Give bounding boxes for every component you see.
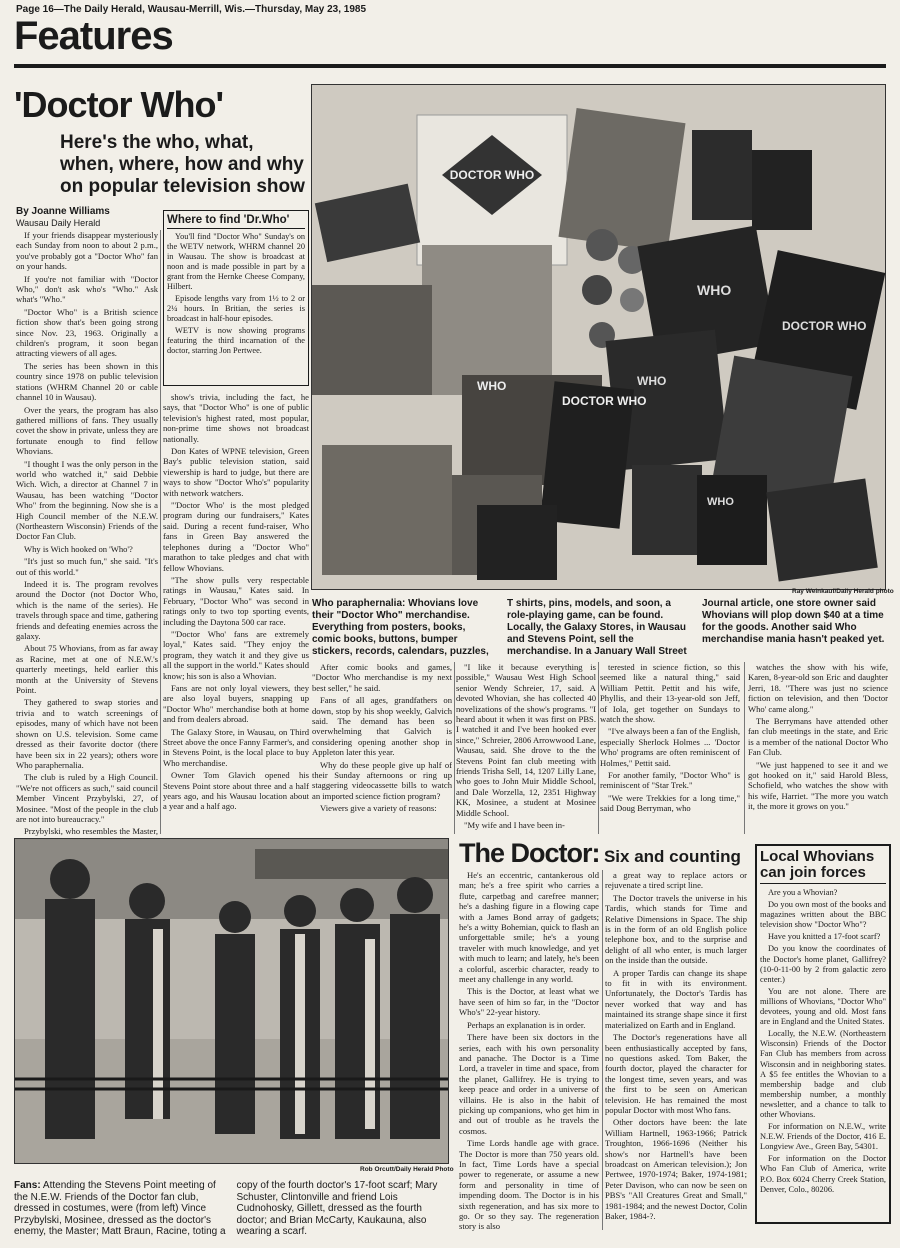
merchandise-photo <box>311 84 886 590</box>
paragraph: There have been six doctors in the series, each with his own personality and panache. The Doctor is a Time Lord, a traveler in time and space, from the planet, Gallifrey. He is trying to keep peace and order in a universe of villains. He is also in the habit of picking up companions, who get him in and out of trouble as he travels the cosmos. <box>459 1032 599 1136</box>
sidebar-body <box>167 232 305 356</box>
paragraph: For another family, "Doctor Who" is reminiscent of "Star Trek." <box>600 770 740 791</box>
column-divider <box>602 870 603 1230</box>
paragraph: Other doctors have been: the late William Hartnell, 1963-1966; Patrick Troughton, 1966-1696 (Neither his show's nor Hartnell's have been broadcast on American television.); Jon Pertwee, 1970-1974; Baker, 1974-1981; Peter Davison, who can now be seen on PBS's "All Creatures Great and Small," 1981-1984; and the newest Doctor, Colin Baker, 1984-?. <box>605 1117 747 1221</box>
paragraph: Locally, the N.E.W. (Northeastern Wisconsin) Friends of the Doctor Fan Club has members from across Wisconsin and in neighboring states. A $5 fee entitles the Whovian to a membership badge and club membership number, a monthly newsletter, and a chance to talk to other Whovians. <box>760 1029 886 1119</box>
paragraph: "'Doctor Who' is the most pledged program during our fundraisers," Kates said. During a recent fund-raiser, Who fans in Green Bay answered the telephones during a "Doctor Who" marathon to take pledges and chat with fellow Whovians. <box>163 500 309 573</box>
paragraph: Indeed it is. The program revolves around the Doctor (not Doctor Who, which is the name of the series). He travels through space and time, gathering friends and defeating enemies across the galaxy. <box>16 579 158 642</box>
sidebar-title: Where to find 'Dr.Who' <box>167 214 305 229</box>
doctor-head-main: The Doctor: <box>459 838 600 868</box>
comic-label-1: WHO <box>477 379 507 393</box>
book-label-2: DOCTOR WHO <box>782 319 867 333</box>
paragraph: They gathered to swap stories and trivia and to watch screenings of episodes, many of which have not been shown on U.S. television. Some came dressed as their favorite doctor (there have been six in 22 years); others wore Who paraphernalia. <box>16 697 158 770</box>
headline: 'Doctor Who' <box>14 84 224 125</box>
book-label-4: WHO <box>707 496 734 508</box>
paragraph: A proper Tardis can change its shape to fit in with its environment. Unfortunately, the Doctor's Tardis has never worked that way and has maintained its strange shape since it first materialized on Earth and in England. <box>605 967 747 1030</box>
photo-credit-top: Ray Weinkauf/Daily Herald photo <box>792 588 894 595</box>
paragraph: Do you know the coordinates of the Doctor's home planet, Gallifrey? (10-0-11-00 by 2 from galactic zero center.) <box>760 944 886 984</box>
paragraph: You'll find "Doctor Who" Sunday's on the WETV network, WHRM channel 20 in Wausau. The show is broadcast at noon and is made possible in part by a grant from the Hernke Cheese Company, Hilbert. <box>167 232 305 291</box>
paragraph: The Galaxy Store, in Wausau, on Third Street above the once Fanny Farmer's, and in Stevens Point, is the local place to buy Who merchandise. <box>163 726 309 768</box>
paragraph: Viewers give a variety of reasons: <box>320 803 437 814</box>
fans-caption-lead: Fans: <box>14 1180 41 1191</box>
local-box-body <box>760 888 886 1195</box>
local-whovians-box <box>755 844 891 1224</box>
byline-org: Wausau Daily Herald <box>16 218 101 228</box>
tshirt-logo: DOCTOR WHO <box>449 168 535 182</box>
paragraph: "I like it because everything is possible," Wausau West High School senior Wendy Schreier, 17, said. A devoted Whovian, she has collected 40 novelizations of the show's programs. "I heard about it when it was first on PBS. I watched it and I've been hooked ever since," Schreier, 2806 Arrowwood Lane, Wausau, said. She drove to the the Stevens Point fan club meeting with friends Trisha Sell, 14, 1207 Lilly Lane, who goes to John Muir Middle School, and Dale Worzella, 12, 2351 Highway KK, Mosinee, a student at Mosinee Middle School. <box>456 662 596 818</box>
paragraph: Owner Tom Glavich opened his Stevens Point store about three and a half years ago, and his Wausau location about a year and a half ago. <box>163 770 309 812</box>
paragraph: Have you knitted a 17-foot scarf? <box>768 932 881 942</box>
article-column-2 <box>163 392 309 834</box>
article-column-3 <box>312 662 452 834</box>
fans-caption-text: Attending the Stevens Point meeting of the N.E.W. Friends of the Doctor fan club, dressed in costumes, were (from left) Vince Przybylski, Mosinee, dressed as the doctor's enemy, the Master; Matt Braun, Racine, toting a copy of the fourth doctor's 17-foot scarf; Mary Schuster, Clintonville and friend Lois Cudnohosky, Gillett, dressed as the fourth doctor; and Brian McCarty, Kaukauna, also wearing a scarf. <box>14 1180 438 1238</box>
caption-lead: Who paraphernalia: <box>312 598 406 609</box>
paragraph: Over the years, the program has also gathered millions of fans. They usually covet the show in private, unless they are fortunate enough to find fellow Whovians. <box>16 404 158 457</box>
paragraph: Fans are not only loyal viewers, they are also loyal buyers, snapping up "Doctor Who" merchandise both at home and from dealers abroad. <box>163 682 309 725</box>
book-label-1: WHO <box>697 282 732 298</box>
merchandise-illustration <box>312 85 885 589</box>
paragraph: show's trivia, including the fact, he says, that "Doctor Who" is one of public television's highest rated, most popular, non-prime time shows not broadcast nationally. <box>163 392 309 444</box>
paragraph: "We just happened to see it and we got hooked on it," said Harold Bless, Schofield, who watches the show with his wife, Harriet. "The more you watch it, the more it grows on you." <box>748 759 888 812</box>
paragraph: Are you a Whovian? <box>768 888 838 897</box>
paragraph: "I've always been a fan of the English, especially Sherlock Holmes ... 'Doctor Who' programs are often reminiscent of Holmes," Pettit said. <box>600 726 741 768</box>
paragraph: "Doctor Who" is a British science fiction show that's been going strong since Nov. 23, 1963. Originally a children's program, it soon began attracting viewers of all ages. <box>16 306 158 359</box>
article-column-4 <box>456 662 596 834</box>
paragraph: Time Lords handle age with grace. The Doctor is more than 750 years old. In fact, Time Lords have a special power to regenerate, or assume a new form and personality in time of impending doom. The Doctor is in his sixth regeneration, and has six more to go. Or so they say. The regeneration story is also <box>459 1138 599 1232</box>
paragraph: "We were Trekkies for a long time," said Doug Berryman, who <box>600 792 740 814</box>
paragraph: The series has been shown in this country since 1978 on public television stations (WHRM Channel 20 or cable channel 10 in Wausau). <box>16 360 158 403</box>
section-title: Features <box>14 14 173 58</box>
paragraph: For information on the Doctor Who Fan Club of America, write P.O. Box 6024 Cherry Creek Station, Denver, Colo., 80206. <box>760 1154 886 1194</box>
paragraph: Episode lengths vary from 1½ to 2 or 2¼ hours. In Britian, the series is broadcast in half-hour episodes. <box>167 294 305 323</box>
paragraph: The Doctor's regenerations have all been enthusiastically accepted by fans, no questions asked. Tom Baker, the fourth doctor, played the character for the longest time, seven years, and was the first to be seen on American television. He has remained the most popular Doctor with most Who fans. <box>605 1032 747 1115</box>
paragraph: After comic books and games, "Doctor Who merchandise is my next best seller," he said. <box>312 662 452 693</box>
paragraph: Przybylski, who resembles the Master, <box>24 826 158 837</box>
photo-credit-bottom: Rob Orcutt/Daily Herald Photo <box>360 1166 454 1173</box>
paragraph: For information on N.E.W., write N.E.W. Friends of the Doctor, 416 E. Longview Ave., Green Bay, 54301. <box>760 1122 886 1152</box>
section-rule <box>14 64 886 68</box>
where-to-find-sidebar <box>163 210 309 386</box>
byline: By Joanne Williams <box>16 206 110 217</box>
paragraph: "'Doctor Who' fans are extremely loyal," Kates said. "They enjoy the program, they watch it and they give us all the support in the world." Kates should know; his son is also a Whovian. <box>163 628 309 681</box>
paragraph: WETV is now showing programs featuring the third incarnation of the doctor, starring Jon Pertwee. <box>167 326 305 355</box>
deck: Here's the who, what, when, where, how and why on popular television show <box>60 132 305 197</box>
paragraph: The Berrymans have attended other fan club meetings in the state, and Eric is a member of the national Doctor Who Fan Club. <box>748 716 888 758</box>
doctor-column-1 <box>459 870 599 1234</box>
paragraph: This is the Doctor, at least what we have seen of him so far, in the "Doctor Who's" 22-year history. <box>459 986 599 1018</box>
book-label-3: WHO <box>637 374 667 388</box>
comic-label-2: DOCTOR WHO <box>562 394 647 408</box>
paragraph: Why is Wich hooked on 'Who'? <box>24 543 133 554</box>
paragraph: Don Kates of WPNE television, Green Bay's public television station, said viewership is hard to judge, but there are ways to show "Doctor Who's" popularity with network watchers. <box>163 446 309 498</box>
paragraph: "The show pulls very respectable ratings in Wausau," Kates said. In February, "Doctor Who" was second in ratings only to two top sporting events, including the Daytona 500 car race. <box>163 574 309 627</box>
column-divider <box>454 662 455 834</box>
paragraph: The Doctor travels the universe in his Tardis, which stands for Time and Relative Dimensions in Space. The ship is in the form of an old English police telephone box, and to the surprise and delight of all who enter, is much larger on the inside than the outside. <box>605 892 747 966</box>
paragraph: Fans of all ages, grandfathers on down, stop by his shop weekly, Galvich said. The demand has been so overwhelming that Galvich is considering opening another shop in Appleton later this year. <box>312 695 452 758</box>
paragraph: Why do these people give up half of their Sunday afternoons or ring up staggering videocassette bills to watch an imported science fiction program? <box>312 759 452 801</box>
merchandise-caption <box>312 598 887 658</box>
article-column-5 <box>600 662 740 834</box>
paragraph: "My wife and I have been in- <box>464 820 565 831</box>
paragraph: watches the show with his wife, Karen, 8-year-old son Eric and daughter Jerri, 18. "There was just no science fiction on television, and then 'Doctor Who' came along." <box>748 662 888 714</box>
paragraph: "It's just so much fun," she said. "It's out of this world." <box>16 556 158 577</box>
paragraph: You are not alone. There are millions of Whovians, "Doctor Who" devotees, young and old. Most fans are in England and the United States. <box>760 986 886 1027</box>
paragraph: Perhaps an explanation is in order. <box>467 1019 586 1030</box>
fans-caption <box>14 1180 449 1238</box>
local-box-title: Local Whovians can join forces <box>760 849 886 884</box>
paragraph: About 75 Whovians, from as far away as Racine, met at one of N.E.W.'s quarterly meetings, held earlier this month at the University of Stevens Point. <box>16 643 158 696</box>
caption-text: Whovians love their "Doctor Who" merchandise. Everything from posters, books, comic books, buttons, bumper stickers, records, calendars, puzzles, T shirts, pins, models, and soon, a role-playing game, can be found. Locally, the Galaxy Stores, in Wausau and Stevens Point, sell the merchandise. In a January Wall Street Journal article, one store owner said Whovians will plop down $40 at a time for the goods. Another said Who merchandise mania hasn't peaked yet. <box>312 598 885 657</box>
paragraph: If your friends disappear mysteriously each Sunday from noon to about 2 p.m., you've probably got a "Doctor Who" fan on your hands. <box>16 230 158 272</box>
doctor-head-sub: Six and counting <box>603 847 741 866</box>
paragraph: a great way to replace actors or rejuvenate a tired script line. <box>605 870 747 891</box>
paragraph: He's an eccentric, cantankerous old man; he's a free spirit who carries a flute, carpetbag and carefree manner; he's a dashing figure in a flowing cape with a James Bond array of gadgets; he's a witty Bohemian, quick to flash an unforgettable smile; he's a young traveler with much knowledge, and yet with much to learn; and lately, he's been a colorful, ascerbic character, ready to meet any challenge in any world. <box>459 870 599 985</box>
fans-illustration <box>15 839 448 1163</box>
column-divider <box>744 662 745 834</box>
paragraph: Do you own most of the books and magazines written about the BBC television show "Doctor Who"? <box>760 900 886 930</box>
article-column-6 <box>748 662 888 834</box>
page-folio: Page 16—The Daily Herald, Wausau-Merrill, Wis.—Thursday, May 23, 1985 <box>16 4 367 15</box>
column-divider <box>160 230 161 834</box>
article-column-1 <box>16 230 158 837</box>
doctor-column-2 <box>605 870 747 1234</box>
column-divider <box>598 662 599 834</box>
paragraph: "I thought I was the only person in the world who watched it," said Debbie Wich. Wich, a director at Channel 7 in Wausau, has been watching "Doctor Who" from the beginning. Now she is a High Council member of the N.E.W. (Northeastern Wisconsin) Friends of the Doctor Fan Club. <box>16 458 158 542</box>
paragraph: If you're not familiar with "Doctor Who," don't ask who's "Who." Ask what's "Who." <box>16 273 158 305</box>
paragraph: terested in science fiction, so this seemed like a natural thing," said William Pettit. Pettit and his wife, Phyllis, and their 13-year-old son Jeff, of Iola, get together on Sundays to watch the show. <box>600 662 740 725</box>
doctor-article-headline <box>459 838 741 869</box>
fans-photo <box>14 838 449 1164</box>
paragraph: The club is ruled by a High Council. "We're not officers as such," said council Member Vincent Przybylski, 27, of Mosinee. "Most of the people in the club are not into bureaucracy." <box>16 772 158 824</box>
